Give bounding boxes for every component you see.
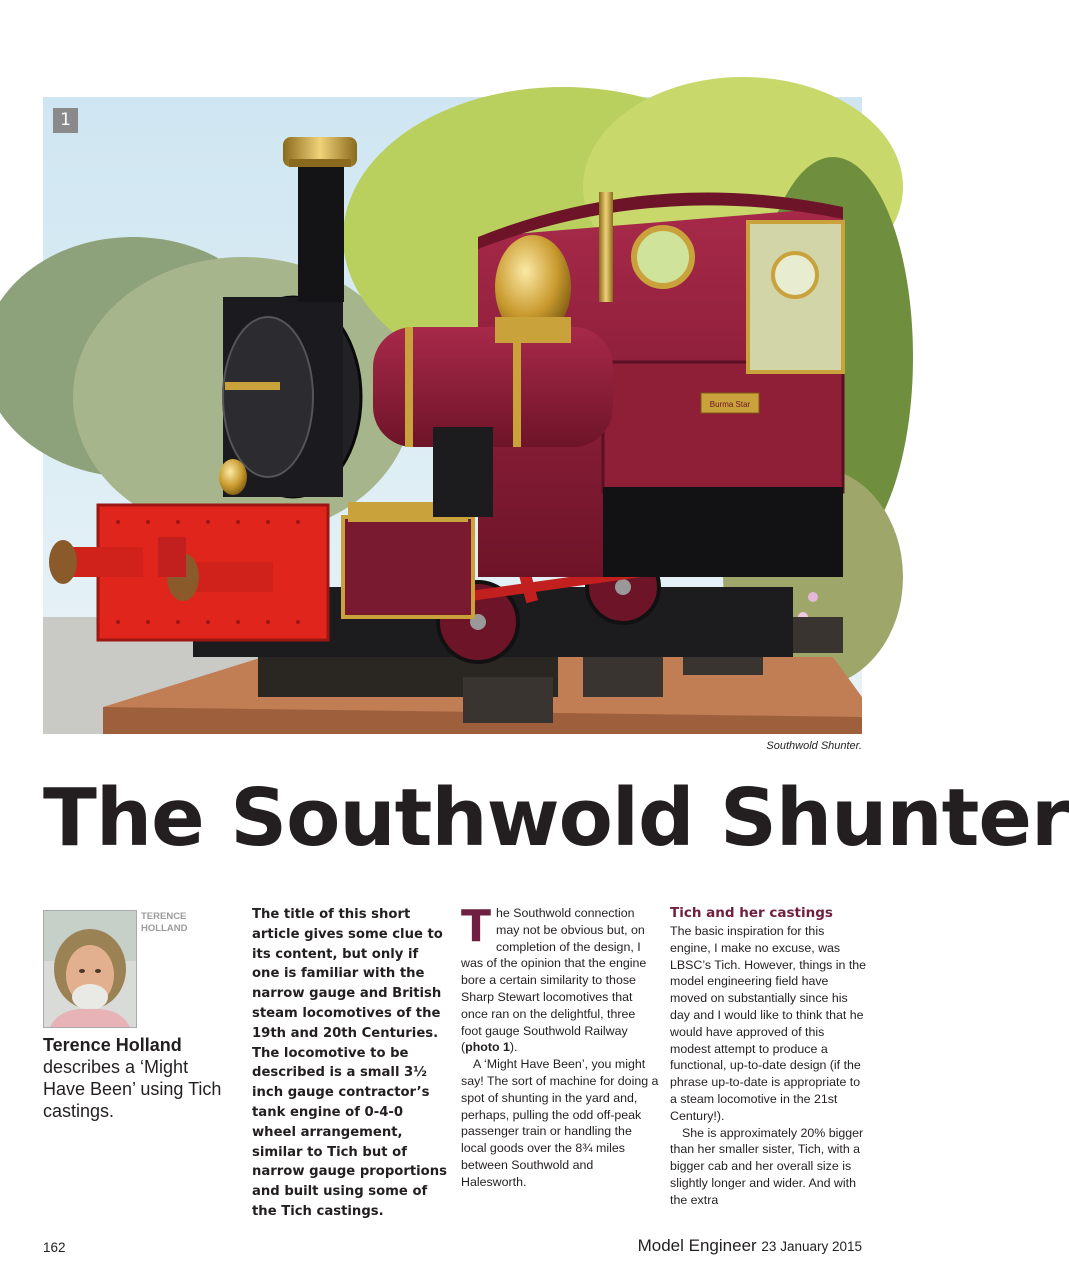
body-paragraph: A ‘Might Have Been’, you might say! The sort of machine for doing a spot of shunting in the yard and, perhaps, pulling the odd off-peak passenger train or handling the local goods over the 8¾ miles between Southwold and Halesworth.: [461, 1057, 659, 1189]
body-paragraph: The basic inspiration for this engine, I make no excuse, was LBSC’s Tich. However, things in the model engineering field have moved on substantially since his day and I would like to think that he would have approved of this modest attempt to produce a functional, up-to-date design (if the phrase up-to-date is appropriate to a steam locomotive in the 21st Century!).: [670, 924, 867, 1123]
author-label-line2: HOLLAND: [141, 923, 188, 934]
issue-date: 23 January 2015: [761, 1239, 862, 1254]
author-label-line1: TERENCE: [141, 911, 187, 922]
magazine-title: Model Engineer: [637, 1236, 757, 1255]
section-subhead: Tich and her castings: [670, 905, 833, 921]
page-number: 162: [43, 1240, 66, 1255]
author-label: [141, 911, 211, 935]
body-column-1: [461, 901, 659, 1191]
photo-number-badge: 1: [53, 108, 78, 133]
author-name: Terence Holland: [43, 1035, 182, 1055]
photo-caption: Southwold Shunter.: [766, 740, 862, 752]
body-paragraph: She is approximately 20% bigger than her smaller sister, Tich, with a bigger cab and her overall size is slightly longer and wider. And with the extra: [670, 1125, 864, 1207]
standfirst: The title of this short article gives some clue to its content, but only if one is familiar with the narrow gauge and British steam locomotives of the 19th and 20th Centuries. The locomotive to be described is a small 3½ inch gauge contractor’s tank engine of 0-4-0 wheel arrangement, similar to Tich but of narrow gauge proportions and built using some of the Tich castings.: [252, 907, 447, 1219]
author-portrait: [43, 910, 137, 1028]
running-footer: [638, 1236, 862, 1256]
byline: [43, 1034, 233, 1122]
body-column-2: [670, 905, 868, 1209]
article-headline: The Southwold Shunter: [43, 772, 1069, 864]
body-paragraph: [461, 901, 659, 1056]
body-text: ).: [509, 1040, 518, 1055]
byline-description: describes a ‘Might Have Been’ using Tich castings.: [43, 1057, 222, 1121]
drop-cap: T: [461, 901, 492, 952]
photo-reference: photo 1: [465, 1040, 510, 1055]
lead-photo-locomotive: [43, 97, 862, 734]
svg-text:Burma Star: Burma Star: [709, 400, 751, 409]
body-text: he Southwold connection may not be obvious but, on completion of the design, I was of the opinion that the engine bore a certain similarity to those Sharp Stewart locomotives that once ran on the delightful, three foot gauge Southwold Railway (: [461, 906, 647, 1055]
